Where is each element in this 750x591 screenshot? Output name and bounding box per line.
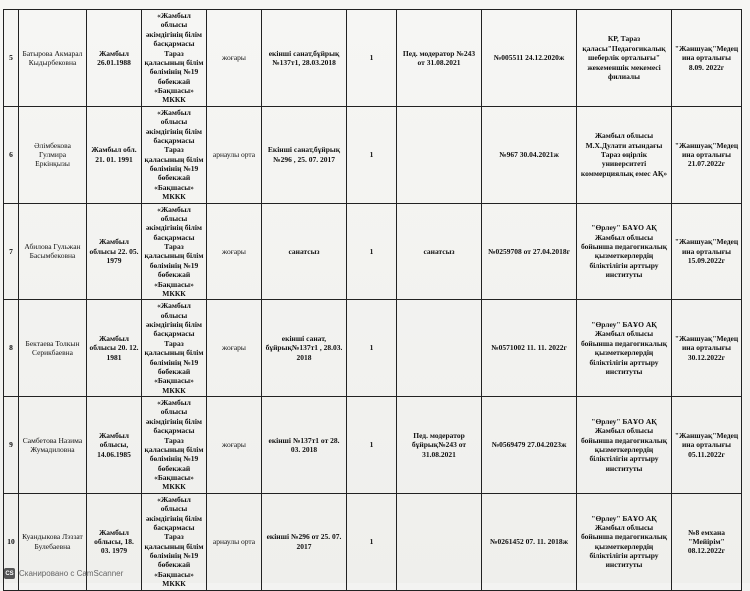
category: екінші санат,бұйрық №137т1, 28.03.2018 [262, 10, 347, 107]
qualification: Пед. модератор №243 от 31.08.2021 [397, 10, 482, 107]
organization: «Жамбыл облысы әкімдігінің білім басқармасы Тараз қаласының білім бөлімінің №19 бөбекжай «Бақшасы» МККК [142, 300, 207, 397]
education-level: арнаулы орта [207, 493, 262, 590]
medical-exam: "Жаншуақ"Медецина орталығы 30.12.2022г [672, 300, 742, 397]
employee-name: Батырова Акмарал Кыдырбековна [19, 10, 87, 107]
employee-name: Абилова Гульжан Басымбековна [19, 203, 87, 300]
certificate: №005511 24.12.2020ж [482, 10, 577, 107]
count-cell: 1 [347, 10, 397, 107]
training-course: КР, Тараз қаласы"Педагогикалық шеберлік орталығы" жекеменшік мекемесі филиалы [577, 10, 672, 107]
scanner-watermark [4, 568, 123, 579]
table-row [4, 106, 742, 203]
training-course: "Өрлеу" БАҰО АҚ Жамбыл облысы бойынша педагогикалық қызметкерлердің біліктілігін арттыру институты [577, 493, 672, 590]
category: Екінші санат,бұйрық №296 , 25. 07. 2017 [262, 106, 347, 203]
organization: «Жамбыл облысы әкімдігінің білім басқармасы Тараз қаласының білім бөлімінің №19 бөбекжай «Бақшасы» МККК [142, 493, 207, 590]
employee-name: Самбетова Назима Жумадиловна [19, 397, 87, 494]
row-number: 7 [4, 203, 19, 300]
table-row [4, 203, 742, 300]
count-cell: 1 [347, 203, 397, 300]
row-number: 9 [4, 397, 19, 494]
training-course: "Өрлеу" БАҰО АҚ Жамбыл облысы бойынша педагогикалық қызметкерлердің біліктілігін арттыру институты [577, 300, 672, 397]
birth-info: Жамбыл облысы, 14.06.1985 [87, 397, 142, 494]
category: екінші №296 от 25. 07. 2017 [262, 493, 347, 590]
employee-name: Әлімбекова Гулмира Еркінқызы [19, 106, 87, 203]
count-cell: 1 [347, 300, 397, 397]
count-cell: 1 [347, 106, 397, 203]
training-course: "Өрлеу" БАҰО АҚ Жамбыл облысы бойынша педагогикалық қызметкерлердің біліктілігін арттыру институты [577, 203, 672, 300]
table-row [4, 300, 742, 397]
medical-exam: "Жаншуақ"Медецина орталығы 15.09.2022г [672, 203, 742, 300]
medical-exam: "Жаншуақ"Медецина орталығы 05.11.2022г [672, 397, 742, 494]
education-level: жоғары [207, 203, 262, 300]
certificate: №0569479 27.04.2023ж [482, 397, 577, 494]
training-course: Жамбыл облысы М.Х.Дулати атындағы Тараз өңірлік университеті коммерциялық емес АҚ» [577, 106, 672, 203]
organization: «Жамбыл облысы әкімдігінің білім басқармасы Тараз қаласының білім бөлімінің №19 бөбекжай «Бақшасы» МККК [142, 106, 207, 203]
medical-exam: №8 емхана "Мейірім" 08.12.2022г [672, 493, 742, 590]
category: екінші санат, бұйрық№137т1 , 28.03. 2018 [262, 300, 347, 397]
row-number: 8 [4, 300, 19, 397]
employee-name: Бектаева Толкын Серикбаевна [19, 300, 87, 397]
row-number: 5 [4, 10, 19, 107]
qualification [397, 493, 482, 590]
row-number: 10 [4, 493, 19, 590]
qualification: Пед. модератор бұйрық№243 от 31.08.2021 [397, 397, 482, 494]
certificate: №0571002 11. 11. 2022г [482, 300, 577, 397]
qualification [397, 106, 482, 203]
medical-exam: "Жаншуақ"Медецина орталығы 21.07.2022г [672, 106, 742, 203]
organization: «Жамбыл облысы әкімдігінің білім басқармасы Тараз қаласының білім бөлімінің №19 бөбекжай «Бақшасы» МККК [142, 397, 207, 494]
organization: «Жамбыл облысы әкімдігінің білім басқармасы Тараз қаласының білім бөлімінің №19 бөбекжай «Бақшасы» МККК [142, 10, 207, 107]
count-cell: 1 [347, 493, 397, 590]
staff-table [3, 9, 742, 591]
education-level: арнаулы орта [207, 106, 262, 203]
birth-info: Жамбыл 26.01.1988 [87, 10, 142, 107]
qualification [397, 300, 482, 397]
birth-info: Жамбыл облысы 22. 05. 1979 [87, 203, 142, 300]
certificate: №967 30.04.2021ж [482, 106, 577, 203]
table-row [4, 10, 742, 107]
certificate: №0261452 07. 11. 2018ж [482, 493, 577, 590]
qualification: санатсыз [397, 203, 482, 300]
employee-name: Куандыкова Лэззат Булебаевна [19, 493, 87, 590]
organization: «Жамбыл облысы әкімдігінің білім басқармасы Тараз қаласының білім бөлімінің №19 бөбекжай «Бақшасы» МККК [142, 203, 207, 300]
camscanner-logo-icon: CS [4, 568, 15, 579]
birth-info: Жамбыл облысы, 18. 03. 1979 [87, 493, 142, 590]
training-course: "Өрлеу" БАҰО АҚ Жамбыл облысы бойынша педагогикалық қызметкерлердің біліктілігін арттыру институты [577, 397, 672, 494]
certificate: №0259708 от 27.04.2018г [482, 203, 577, 300]
watermark-text: Сканировано с CamScanner [19, 569, 124, 578]
education-level: жоғары [207, 397, 262, 494]
medical-exam: "Жаншуақ"Медецина орталығы 8.09. 2022г [672, 10, 742, 107]
row-number: 6 [4, 106, 19, 203]
category: екінші №137т1 от 28. 03. 2018 [262, 397, 347, 494]
education-level: жоғары [207, 300, 262, 397]
birth-info: Жамбыл облысы 20. 12. 1981 [87, 300, 142, 397]
table-row [4, 397, 742, 494]
category: санатсыз [262, 203, 347, 300]
birth-info: Жамбыл обл. 21. 01. 1991 [87, 106, 142, 203]
count-cell: 1 [347, 397, 397, 494]
education-level: жоғары [207, 10, 262, 107]
